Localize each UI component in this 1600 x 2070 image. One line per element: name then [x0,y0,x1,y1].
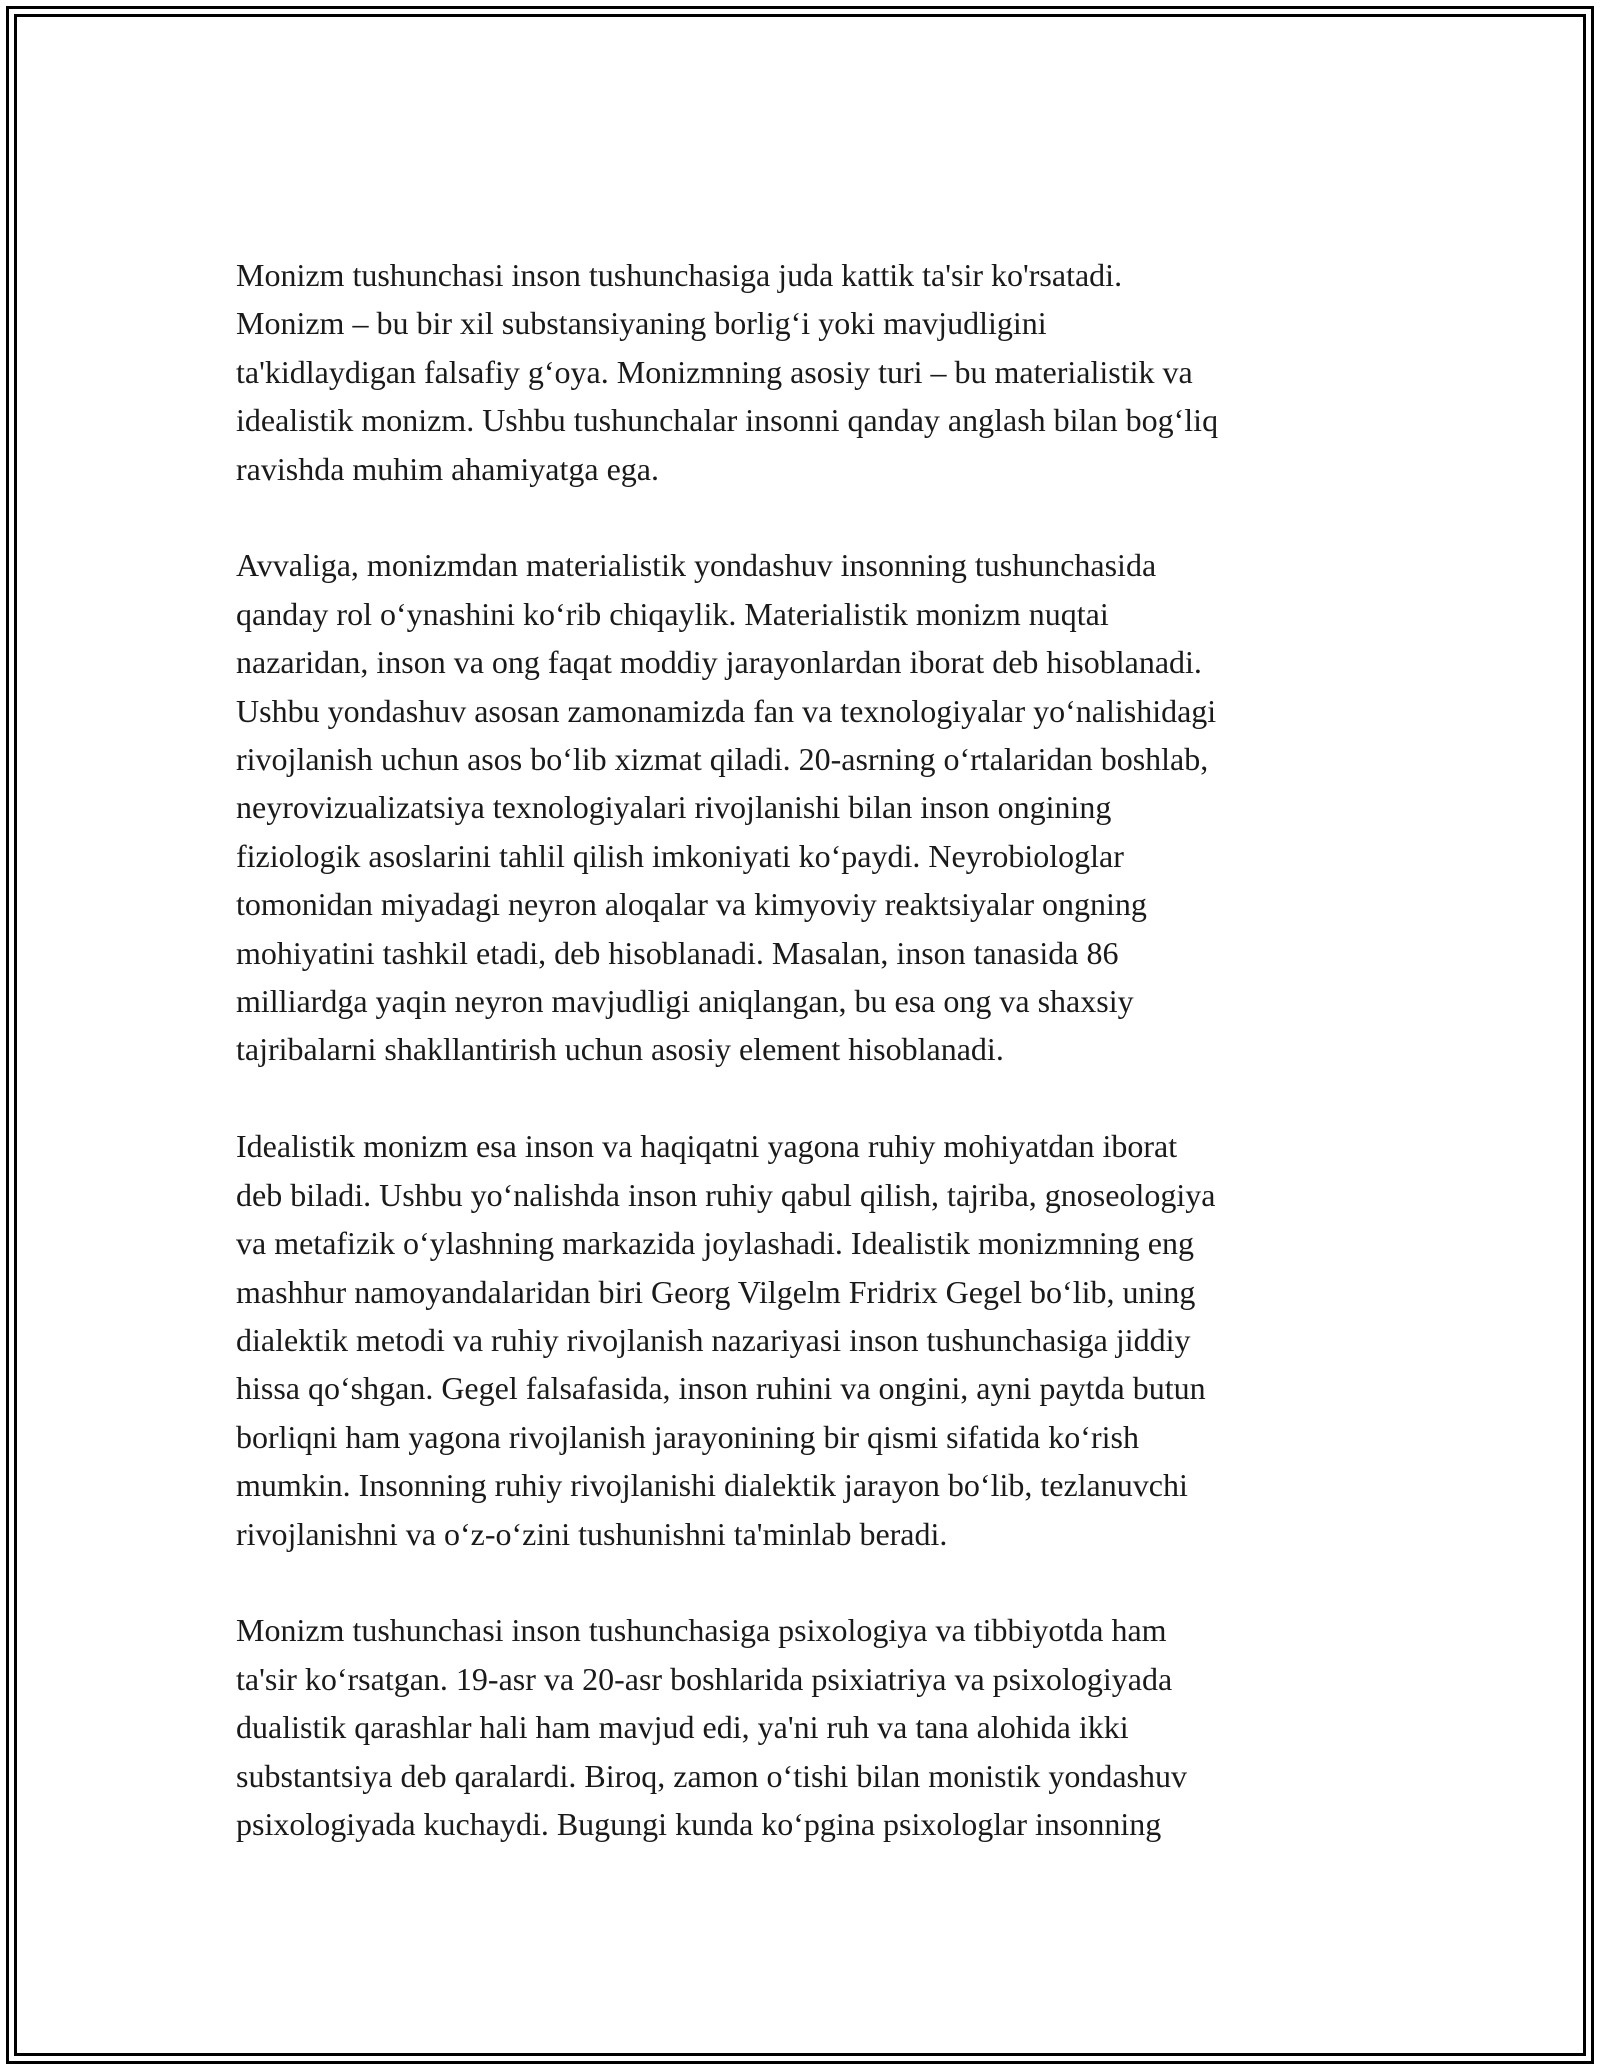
paragraph-idealistic-monism [236,1122,1376,1558]
text-line: psixologiyada kuchaydi. Bugungi kunda ko‘pgina psixologlar insonning [236,1805,1162,1842]
text-line: rivojlanishni va o‘z-o‘zini tushunishni ta'minlab beradi. [236,1515,948,1552]
paragraph-monism-intro [236,251,1376,493]
text-line: qanday rol o‘ynashini ko‘rib chiqaylik. Materialistik monizm nuqtai [236,595,1109,632]
text-line: Monizm tushunchasi inson tushunchasiga psixologiya va tibbiyotda ham [236,1612,1167,1649]
text-line: deb biladi. Ushbu yo‘nalishda inson ruhiy qabul qilish, tajriba, gnoseologiya [236,1176,1216,1213]
text-line: va metafizik o‘ylashning markazida joylashadi. Idealistik monizmning eng [236,1225,1194,1262]
text-line: mashhur namoyandalaridan biri Georg Vilgelm Fridrix Gegel bo‘lib, uning [236,1273,1196,1310]
text-line: nazaridan, inson va ong faqat moddiy jarayonlardan iborat deb hisoblanadi. [236,644,1202,681]
document-body [236,251,1376,1897]
text-line: rivojlanish uchun asos bo‘lib xizmat qiladi. 20-asrning o‘rtalaridan boshlab, [236,741,1209,778]
text-line: tomonidan miyadagi neyron aloqalar va kimyoviy reaktsiyalar ongning [236,886,1147,923]
text-line: fiziologik asoslarini tahlil qilish imkoniyati ko‘paydi. Neyrobiologlar [236,837,1124,874]
text-line: hissa qo‘shgan. Gegel falsafasida, inson ruhini va ongini, ayni paytda butun [236,1370,1206,1407]
text-line: dialektik metodi va ruhiy rivojlanish nazariyasi inson tushunchasiga jiddiy [236,1321,1191,1358]
text-line: neyrovizualizatsiya texnologiyalari rivojlanishi bilan inson ongining [236,789,1112,826]
text-line: tajribalarni shakllantirish uchun asosiy element hisoblanadi. [236,1031,1004,1068]
text-line: milliardga yaqin neyron mavjudligi aniqlangan, bu esa ong va shaxsiy [236,983,1134,1020]
text-line: borliqni ham yagona rivojlanish jarayonining bir qismi sifatida ko‘rish [236,1418,1139,1455]
text-line: mohiyatini tashkil etadi, deb hisoblanadi. Masalan, inson tanasida 86 [236,934,1119,971]
text-line: ta'kidlaydigan falsafiy g‘oya. Monizmning asosiy turi – bu materialistik va [236,353,1193,390]
text-line: Monizm – bu bir xil substansiyaning borlig‘i yoki mavjudligini [236,305,1047,342]
text-line: ta'sir ko‘rsatgan. 19-asr va 20-asr boshlarida psixiatriya va psixologiyada [236,1660,1173,1697]
text-line: Ushbu yondashuv asosan zamonamizda fan va texnologiyalar yo‘nalishidagi [236,692,1217,729]
text-line: Monizm tushunchasi inson tushunchasiga juda kattik ta'sir ko'rsatadi. [236,257,1123,293]
text-line: idealistik monizm. Ushbu tushunchalar insonni qanday anglash bilan bog‘liq [236,402,1219,439]
paragraph-psychology-medicine [236,1606,1376,1848]
text-line: mumkin. Insonning ruhiy rivojlanishi dialektik jarayon bo‘lib, tezlanuvchi [236,1467,1188,1504]
text-line: Idealistik monizm esa inson va haqiqatni yagona ruhiy mohiyatdan iborat [236,1128,1178,1165]
paragraph-materialistic-monism [236,541,1376,1073]
text-line: Avvaliga, monizmdan materialistik yondashuv insonning tushunchasida [236,547,1157,584]
text-line: substantsiya deb qaralardi. Biroq, zamon o‘tishi bilan monistik yondashuv [236,1757,1187,1794]
text-line: dualistik qarashlar hali ham mavjud edi, ya'ni ruh va tana alohida ikki [236,1709,1129,1746]
text-line: ravishda muhim ahamiyatga ega. [236,450,659,487]
